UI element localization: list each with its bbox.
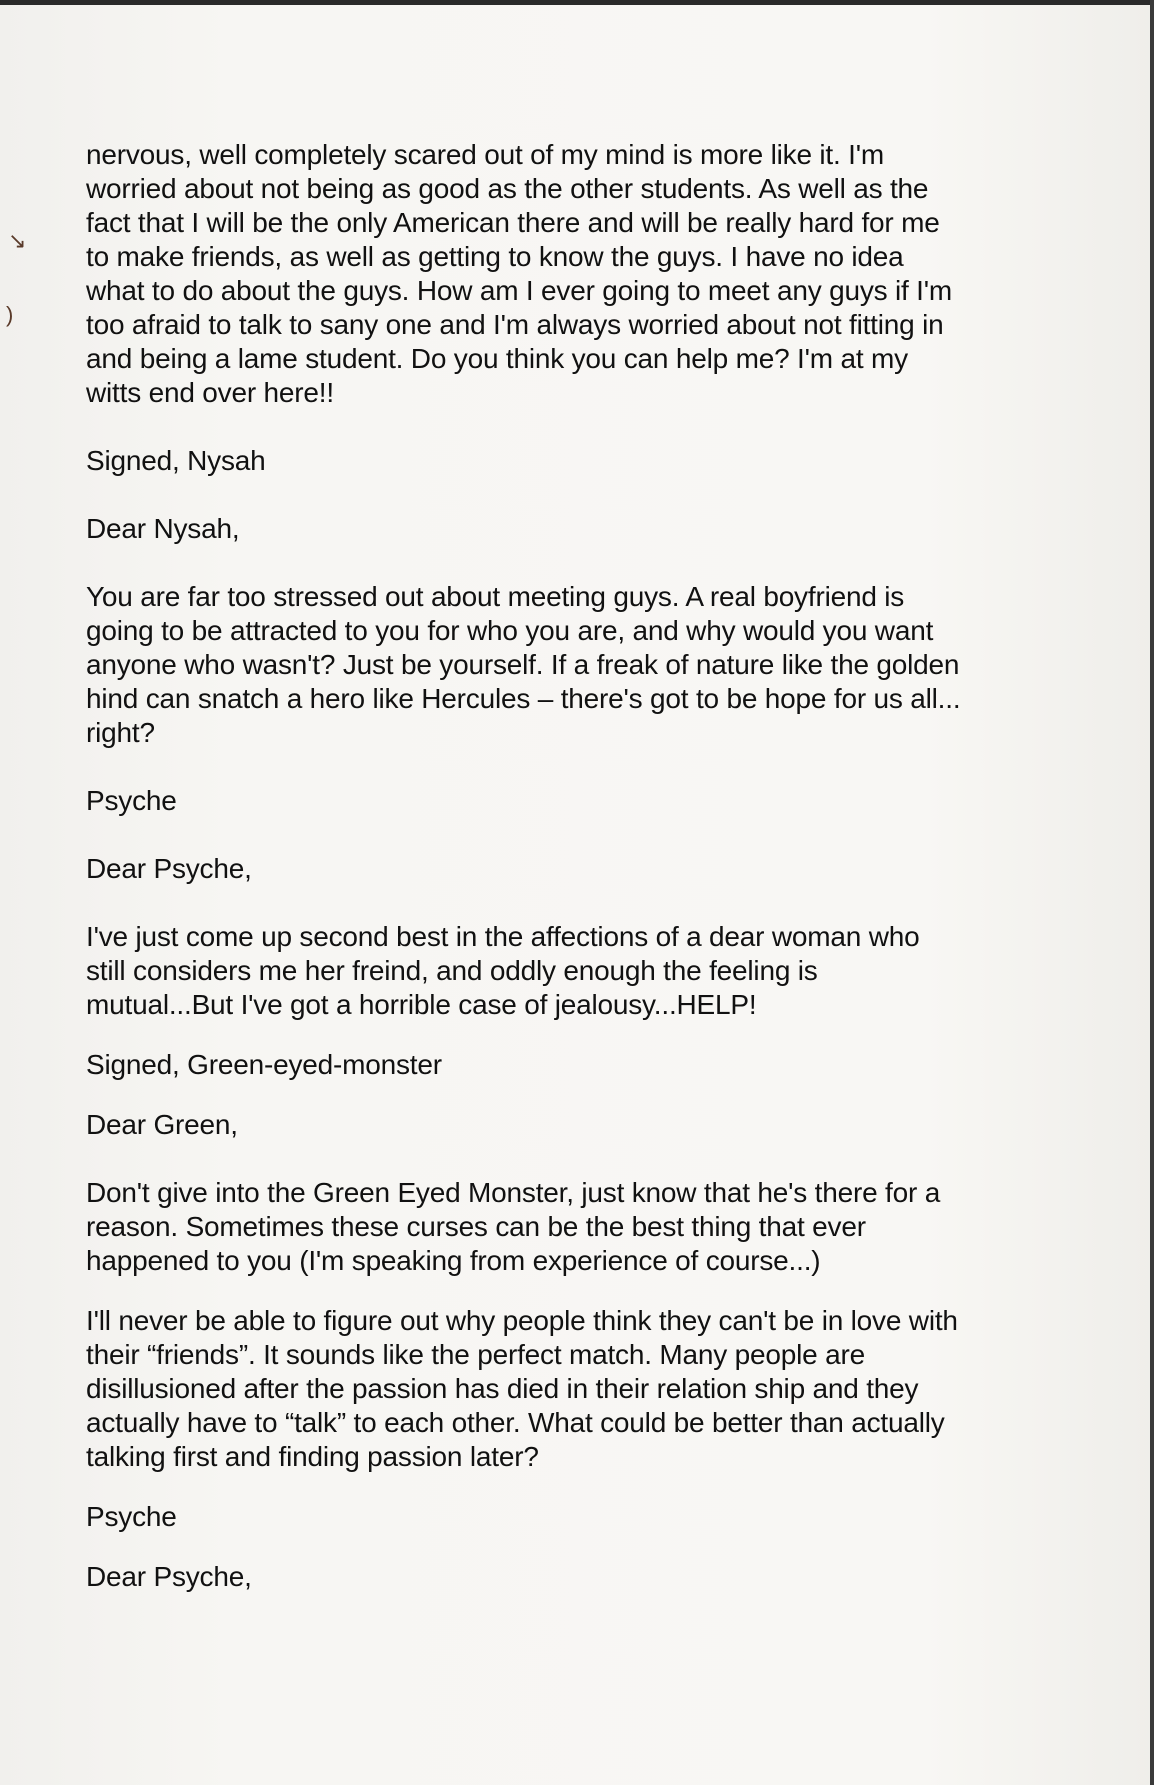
signature: Signed, Green-eyed-monster [86, 1049, 442, 1080]
page-top-edge [0, 0, 1154, 5]
signature: Psyche [86, 1501, 177, 1532]
salutation: Dear Psyche, [86, 853, 252, 884]
salutation: Dear Psyche, [86, 1561, 252, 1592]
paragraph: I'll never be able to figure out why people think they can't be in love with their “friends”. It sounds like the perfect match. Many people are disillusioned after the passion has died in their relation ship and they actually have to “talk” to each other. What could be better than actually talking first and finding passion later? [86, 1305, 958, 1472]
margin-mark: ↘ [8, 228, 27, 253]
paragraph: Don't give into the Green Eyed Monster, just know that he's there for a reason. Sometimes these curses can be the best thing that ever happened to you (I'm speaking from experience of course...) [86, 1177, 941, 1276]
paragraph: I've just come up second best in the affections of a dear woman who still considers me her freind, and oddly enough the feeling is mutual...But I've got a horrible case of jealousy...HELP! [86, 921, 920, 1020]
letter-body [86, 138, 966, 1628]
salutation: Dear Nysah, [86, 513, 240, 544]
signature: Psyche [86, 785, 177, 816]
page-right-edge [1150, 0, 1154, 1785]
signature: Signed, Nysah [86, 445, 266, 476]
margin-mark: ) [6, 302, 14, 327]
paragraph: You are far too stressed out about meeting guys. A real boyfriend is going to be attracted to you for who you are, and why would you want anyone who wasn't? Just be yourself. If a freak of nature like the golden hind can snatch a hero like Hercules – there's got to be hope for us all... right? [86, 581, 961, 748]
salutation: Dear Green, [86, 1109, 238, 1140]
paragraph: nervous, well completely scared out of my mind is more like it. I'm worried about not being as good as the other students. As well as the fact that I will be the only American there and will be really hard for me to make friends, as well as getting to know the guys. I have no idea what to do about the guys. How am I ever going to meet any guys if I'm too afraid to talk to sany one and I'm always worried about not fitting in and being a lame student. Do you think you can help me? I'm at my witts end over here!! [86, 139, 953, 408]
